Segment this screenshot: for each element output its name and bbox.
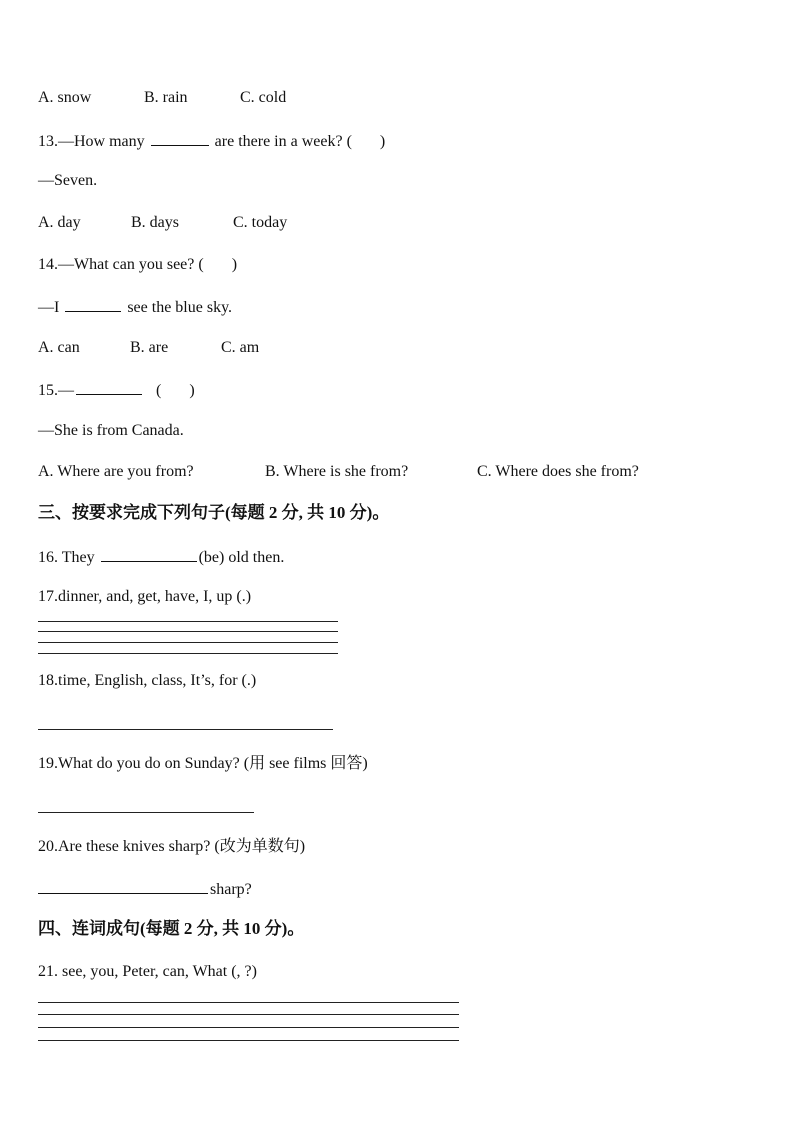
q16-blank[interactable] — [101, 546, 197, 562]
q13-option-b: B. days — [131, 214, 179, 231]
q16-text-after: (be) old then. — [198, 549, 285, 566]
q14-option-b: B. are — [130, 339, 169, 356]
q18-question: 18.time, English, class, It’s, for (.) — [38, 672, 257, 689]
q20-blank[interactable] — [38, 878, 208, 894]
q15-paren-open: ( — [156, 382, 162, 399]
q13-answer: —Seven. — [38, 172, 98, 189]
q13-blank[interactable] — [151, 130, 209, 146]
q13-close: ) — [379, 133, 386, 150]
q15-question — [38, 379, 195, 401]
q21-writing-line-1[interactable] — [38, 1002, 459, 1003]
q21-writing-line-3[interactable] — [38, 1027, 459, 1028]
q14-blank[interactable] — [65, 296, 121, 312]
q15-option-b: B. Where is she from? — [265, 463, 409, 480]
q14-answer-before: —I — [38, 299, 64, 316]
q17-question: 17.dinner, and, get, have, I, up (.) — [38, 588, 252, 605]
q15-option-c: C. Where does she from? — [477, 463, 639, 480]
q21-writing-line-2[interactable] — [38, 1014, 459, 1015]
q20-answer-after: sharp? — [210, 881, 252, 898]
q15-answer: —She is from Canada. — [38, 422, 184, 439]
q15-blank[interactable] — [76, 379, 142, 395]
q13-option-a: A. day — [38, 214, 81, 231]
q12-option-c: C. cold — [240, 89, 287, 106]
q14-close: ) — [231, 256, 238, 273]
q20-answer — [38, 878, 252, 900]
q13-dash: — — [58, 133, 74, 150]
section-3-heading: 三、按要求完成下列句子(每题 2 分, 共 10 分)。 — [38, 503, 390, 522]
q13-option-c: C. today — [233, 214, 288, 231]
q20-question: 20.Are these knives sharp? (改为单数句) — [38, 838, 306, 855]
q21-question: 21. see, you, Peter, can, What (, ?) — [38, 963, 257, 980]
q15-paren-close: ) — [189, 382, 195, 399]
q14-text: —What can you see? ( — [58, 256, 204, 273]
q13-text-after: are there in a week? ( — [210, 133, 352, 150]
q14-option-a: A. can — [38, 339, 80, 356]
q17-writing-line-2[interactable] — [38, 631, 338, 632]
q14-answer-after: see the blue sky. — [123, 299, 233, 316]
q13-text-before: How many — [74, 133, 149, 150]
q17-writing-line-4[interactable] — [38, 653, 338, 654]
q18-answer-line[interactable] — [38, 729, 333, 730]
q16-text-before: They — [58, 549, 99, 566]
q17-writing-line-3[interactable] — [38, 642, 338, 643]
q16-question — [38, 546, 284, 568]
q12-option-b: B. rain — [144, 89, 188, 106]
q15-option-a: A. Where are you from? — [38, 463, 194, 480]
q12-option-a: A. snow — [38, 89, 92, 106]
q17-writing-line-1[interactable] — [38, 621, 338, 622]
q16-number: 16. — [38, 549, 58, 566]
q15-number: 15. — [38, 382, 58, 399]
q13-number: 13. — [38, 133, 58, 150]
section-4-heading: 四、连词成句(每题 2 分, 共 10 分)。 — [38, 919, 305, 938]
q14-number: 14. — [38, 256, 58, 273]
q19-answer-line[interactable] — [38, 812, 254, 813]
q14-answer — [38, 296, 232, 318]
q15-dash: — — [58, 382, 74, 399]
q19-question: 19.What do you do on Sunday? (用 see films 回答) — [38, 755, 368, 772]
q14-option-c: C. am — [221, 339, 260, 356]
q13-question — [38, 130, 385, 152]
q14-question — [38, 255, 237, 275]
q21-writing-line-4[interactable] — [38, 1040, 459, 1041]
